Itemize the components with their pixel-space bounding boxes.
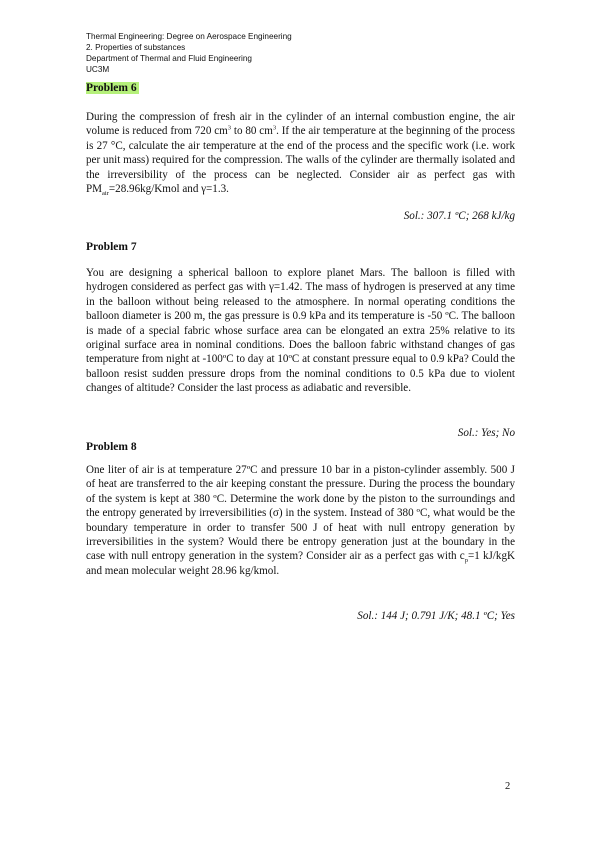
page-header — [86, 31, 516, 75]
problem-7-solution: Sol.: Yes; No — [457, 427, 515, 439]
problem-8-title: Problem 8 — [86, 441, 137, 453]
problem-8-text-a: One liter of air is at temperature 27ºC and pressure 10 bar in a piston-cylinder assembly. 500 J of heat are transferred to the air keeping constant the pressure. During the process the boundary of the system is kept at 380 ºC. Determine the work done by the piston to the surroundings and the entropy generated by irreversibilities (σ) in the system. Instead of 380 ºC, what would be the boundary temperature in order to transfer 500 J of heat with null entropy generation by irreversibilities in the system? Would there be entropy generation just at the boundary in the case with null entropy generation in the system? Consider air as a perfect gas with c — [86, 464, 515, 563]
problem-7-title: Problem 7 — [86, 241, 137, 253]
problem-6-title — [86, 82, 139, 95]
problem-8-text-b: =1 kJ/kgK and mean molecular weight 28.96 kg/kmol. — [86, 550, 515, 577]
problem-8-sub-a: p — [464, 557, 468, 565]
problem-8-statement — [86, 463, 515, 578]
problem-6-sup-b: 3 — [272, 124, 277, 132]
problem-7-statement: You are designing a spherical balloon to explore planet Mars. The balloon is filled with hydrogen considered as perfect gas with γ=1.42. The mass of hydrogen is preserved at any time in the balloon without being released to the atmosphere. In normal operating conditions the balloon diameter is 200 m, the gas pressure is 0.9 kPa and its temperature is -50 ºC. The balloon is made of a special fabric whose surface area can be elongated an extra 25% relative to its original surface area in nominal conditions. Does the balloon fabric withstand changes of gas temperature from night at -100ºC to day at 10ºC at constant pressure equal to 0.9 kPa? Could the balloon resist sudden pressure drops from the nominal conditions to 0.5 kPa due to violent changes of altitude? Consider the last process as adiabatic and reversible. — [86, 267, 515, 395]
problem-6-text-a: During the compression of fresh air in the cylinder of an internal combustion engine, the air volume is reduced from 720 cm — [86, 111, 515, 138]
problem-6-sub-a: air — [102, 190, 109, 198]
header-chapter: 2. Properties of substances — [86, 43, 186, 52]
problem-6-text-b: to 80 cm — [231, 125, 273, 138]
problem-8-solution: Sol.: 144 J; 0.791 J/K; 48.1 ºC; Yes — [357, 610, 515, 622]
header-course: Thermal Engineering: Degree on Aerospace Engineering — [86, 32, 292, 41]
header-university: UC3M — [86, 65, 110, 74]
problem-6-statement — [86, 110, 515, 196]
problem-6-title-highlight: Problem 6 — [86, 82, 137, 94]
page-number: 2 — [505, 781, 511, 792]
problem-6-sup-a: 3 — [227, 124, 232, 132]
problem-6-text-d: =28.96kg/Kmol and γ=1.3. — [108, 183, 229, 196]
problem-6-solution: Sol.: 307.1 ºC; 268 kJ/kg — [403, 210, 515, 222]
problem-6-text-c: . If the air temperature at the beginning of the process is 27 °C, calculate the air temperature at the end of the process and the specific work (i.e. work per unit mass) required for the compression. The walls of the cylinder are thermally isolated and the irreversibility of the process can be neglected. Consider air as perfect gas with PM — [86, 125, 515, 196]
header-department: Department of Thermal and Fluid Engineering — [86, 54, 252, 63]
